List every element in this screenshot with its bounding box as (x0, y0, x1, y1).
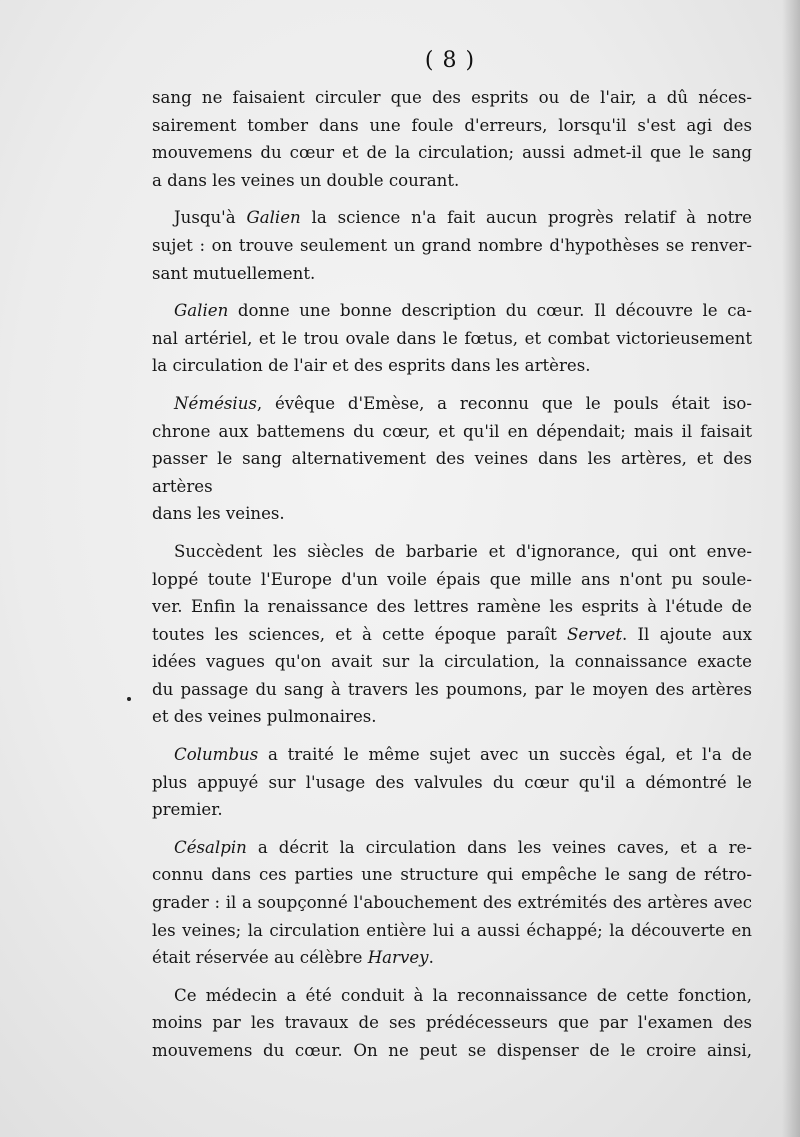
paragraph (152, 297, 752, 380)
text-line: Columbus a traité le même sujet avec un succès égal, et l'a de (174, 745, 752, 765)
proper-name: Servet (567, 624, 622, 644)
text-line: sang ne faisaient circuler que des esprits ou de l'air, a dû néces- (152, 88, 752, 107)
text-line: nal artériel, et le trou ovale dans le fœtus, et combat victorieusement (152, 328, 752, 348)
text-line: chrone aux battemens du cœur, et qu'il en dépendait; mais il faisait (152, 421, 752, 441)
paragraph (152, 538, 752, 731)
text-line: les veines; la circulation entière lui a aussi échappé; la découverte en (152, 920, 752, 940)
text-line: a dans les veines un double courant. (152, 170, 460, 190)
margin-mark (127, 697, 131, 701)
text-line: la circulation de l'air et des esprits dans les artères. (152, 356, 591, 376)
text-line: sujet : on trouve seulement un grand nombre d'hypothèses se renver- (152, 235, 752, 255)
proper-name: Galien (246, 208, 301, 228)
text-line: moins par les travaux de ses prédécesseurs que par l'examen des (152, 1013, 752, 1033)
text-line: grader : il a soupçonné l'abouchement des extrémités des artères avec (152, 893, 752, 913)
text-line: passer le sang alternativement des veines dans les artères, et des artères (152, 449, 752, 496)
text-line: Némésius, évêque d'Emèse, a reconnu que le pouls était iso- (174, 393, 752, 413)
page-edge-shadow (782, 0, 800, 1137)
text-line: mouvemens du cœur. On ne peut se dispenser de le croire ainsi, (152, 1041, 752, 1060)
body-text (152, 84, 752, 1075)
text-line: Ce médecin a été conduit à la reconnaissance de cette fonction, (174, 985, 752, 1005)
paragraph (152, 390, 752, 528)
text-line: idées vagues qu'on avait sur la circulation, la connaissance exacte (152, 652, 752, 672)
proper-name: Galien (174, 301, 229, 321)
text-line: dans les veines. (152, 504, 285, 524)
paragraph (152, 84, 752, 194)
text-line: et des veines pulmonaires. (152, 707, 377, 727)
text-line: Jusqu'à Galien la science n'a fait aucun progrès relatif à notre (174, 208, 752, 228)
text-line: était réservée au célèbre Harvey. (152, 948, 434, 968)
text-line: Galien donne une bonne description du cœur. Il découvre le ca- (174, 301, 752, 321)
text-line: du passage du sang à travers les poumons, par le moyen des artères (152, 679, 752, 699)
paragraph (152, 741, 752, 824)
text-line: ver. Enfin la renaissance des lettres ramène les esprits à l'étude de (152, 597, 752, 617)
text-line: connu dans ces parties une structure qui empêche le sang de rétro- (152, 865, 752, 885)
text-line: plus appuyé sur l'usage des valvules du cœur qu'il a démontré le (152, 772, 752, 792)
page-number: ( 8 ) (424, 48, 476, 73)
text-line: toutes les sciences, et à cette époque paraît Servet. Il ajoute aux (152, 624, 752, 644)
proper-name: Harvey (367, 948, 429, 968)
text-line: Césalpin a décrit la circulation dans les veines caves, et a re- (174, 837, 752, 857)
paragraph (152, 982, 752, 1065)
proper-name: Columbus (174, 745, 259, 765)
proper-name: Némésius (174, 393, 257, 413)
text-line: premier. (152, 800, 223, 820)
proper-name: Césalpin (174, 837, 247, 857)
text-line: mouvemens du cœur et de la circulation; aussi admet-il que le sang (152, 143, 752, 163)
paragraph (152, 834, 752, 972)
paragraph (152, 204, 752, 287)
text-line: sairement tomber dans une foule d'erreurs, lorsqu'il s'est agi des (152, 115, 752, 135)
text-line: Succèdent les siècles de barbarie et d'ignorance, qui ont enve- (174, 541, 752, 561)
text-line: loppé toute l'Europe d'un voile épais que mille ans n'ont pu soule- (152, 569, 752, 589)
text-line: sant mutuellement. (152, 263, 316, 283)
